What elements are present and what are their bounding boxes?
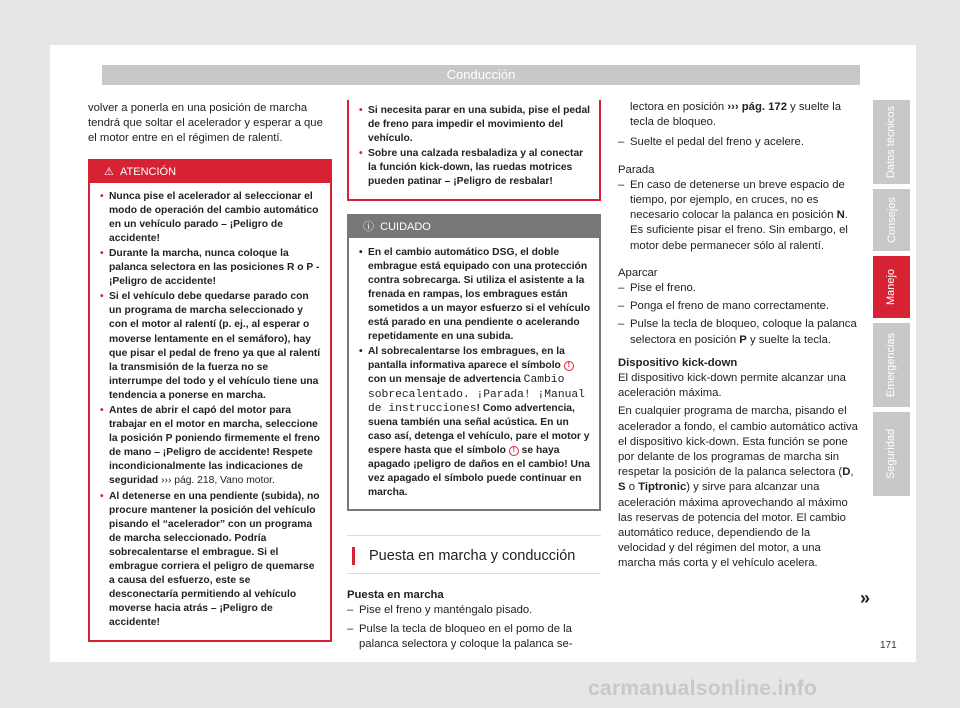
page-ref-link[interactable]: ››› pág. 172 [727,101,787,113]
warning-triangle-icon: ⚠ [104,165,114,178]
intro-paragraph: volver a ponerla en una posición de marcha tendrá que soltar el acelerador y esperar a que el motor entre en el régimen de ralentí. [88,102,323,145]
list-item: – Pulse la tecla de bloqueo, coloque la palanca selectora en posición P y suelte la tecla. [618,318,857,346]
warning-item: • Nunca pise el acelerador al seleccionar el modo de operación del cambio automático en un vehículo parado – ¡Peligro de accidente! [100,190,319,244]
gearbox-warning-icon: ! [509,446,519,456]
warning-item: • Al detenerse en una pendiente (subida), no procure mantener la posición del vehículo pisando el “acelerador” con un programa de marcha seleccionado. Podría sobrecalentarse el embrague. Si el embrague corriera el peligro de quemarse a causa del esfuerzo, este se desconectaría permitiendo al vehículo moverse hacia atrás – ¡Peligro de accidente! [100,490,320,629]
section-title: Puesta en marcha y conducción [347,535,601,574]
subheading-aparcar: Aparcar [618,266,658,279]
info-circle-icon: ⓘ [363,220,374,233]
warning-item: • Si el vehículo debe quedarse parado con un programa de marcha seleccionado y con el motor al ralentí (p. ej., al esperar o moverse lentamente en el semáforo), hay que pisar el pedal de freno ya que al ralentí la transmisión de la fuerza no se interrumpe del todo y el vehículo tiene una tendencia a ponerse en marcha. [100,291,321,401]
column-3 [618,100,860,575]
subheading-kickdown: Dispositivo kick-down [618,356,738,369]
column-2 [347,100,601,655]
tab-emergencias[interactable]: Emergencias [873,323,910,407]
warning-ref-link[interactable]: ››› pág. 218, Vano motor. [161,475,275,487]
column-1 [88,101,332,642]
caution-body [349,238,599,510]
tab-datos-tecnicos[interactable]: Datos técnicos [873,100,910,184]
warning-item: • Si necesita parar en una subida, pise el pedal de freno para impedir el movimiento del vehículo. [359,105,591,145]
kickdown-paragraph-2: En cualquier programa de marcha, pisando el acelerador a fondo, el cambio automático activa el dispositivo kick-down. Esta función se pone por delante de los programas de marcha sin respetar la posición de la palanca selectora (D, S o Tiptronic) y sirve para alcanzar una aceleración máxima aprovechando al máximo las reservas de potencia del motor. El cambio automático reduce, dependiendo de la velocidad y del régimen del motor, a una marcha más corta y el vehículo acelera. [618,405,858,570]
warning-header [90,161,330,183]
warning-body [90,183,330,640]
watermark-text: carmanualsonline.info [588,677,818,700]
caution-item: • En el cambio automático DSG, el doble embrague está equipado con una protección contra sobrecarga. Si utiliza el asistente a la frenada en rampas, los embragues están sometidos a un mayor esfuerzo si el vehículo está parado en una pendiente o acelerando repetidamente en una subida. [359,246,591,343]
warning-item: • Antes de abrir el capó del motor para trabajar en el motor en marcha, seleccione la posición P poniendo firmemente el freno de mano – ¡Peligro de accidente! Respete incondicionalmente las indicaciones de seguridad ››› pág. 218, Vano motor. [100,405,320,487]
subheading-parada: Parada [618,163,655,176]
subheading-puesta: Puesta en marcha [347,589,444,602]
warning-message-text: Cambio sobrecalentado. ¡Parada! ¡Manual de instrucciones [368,374,585,415]
gearbox-warning-icon: ! [564,361,574,371]
tab-consejos[interactable]: Consejos [873,189,910,251]
tab-seguridad[interactable]: Seguridad [873,412,910,496]
continue-arrow-icon: » [860,588,871,608]
list-item: – Pise el freno. [618,282,696,295]
list-item: – Ponga el freno de mano correctamente. [618,300,830,313]
warning-item: • Durante la marcha, nunca coloque la palanca selectora en las posiciones R o P - ¡Peligro de accidente! [100,247,320,288]
kickdown-paragraph-1: El dispositivo kick-down permite alcanzar una aceleración máxima. [618,372,846,400]
caution-header [349,216,599,238]
warning-box-continued [347,100,601,201]
list-item: – En caso de detenerse un breve espacio de tiempo, por ejemplo, en cruces, no es necesario colocar la palanca en posición N. Es suficiente pisar el freno. Sin embargo, el motor debe permanecer sólo al ralentí. [618,178,848,252]
caution-box [347,214,601,512]
caution-item: • Al sobrecalentarse los embragues, en la pantalla informativa aparece el símbolo ! con un mensaje de advertencia Cambio sobrecalentado. ¡Parada! ¡Manual de instrucciones! Como advertencia, suena también una señal acústica. En un caso así, detenga el vehículo, pare el motor y espere hasta que el símbolo ! se haya apagado ¡peligro de daños en el cambio! Una vez apagado el símbolo puede continuar en marcha. [359,346,590,499]
tab-manejo[interactable]: Manejo [873,256,910,318]
caution-title: CUIDADO [380,220,431,233]
list-item: – Pise el freno y manténgalo pisado. [347,604,533,617]
list-item-continued: lectora en posición ››› pág. 172 y suelte la tecla de bloqueo. [630,101,841,129]
page-number: 171 [880,640,897,651]
list-item: – Pulse la tecla de bloqueo en el pomo de la palanca selectora y coloque la palanca se- [347,622,573,650]
warning-box [88,159,332,642]
warning-item: • Sobre una calzada resbaladiza y al conectar la función kick-down, las ruedas motrices pueden patinar – ¡Peligro de resbalar! [359,148,584,188]
warning-title: ATENCIÓN [120,165,177,178]
section-accent-bar [352,547,355,565]
page-header: Conducción [102,65,860,85]
list-item: – Suelte el pedal del freno y acelere. [618,136,804,149]
section-tabs [873,100,910,501]
